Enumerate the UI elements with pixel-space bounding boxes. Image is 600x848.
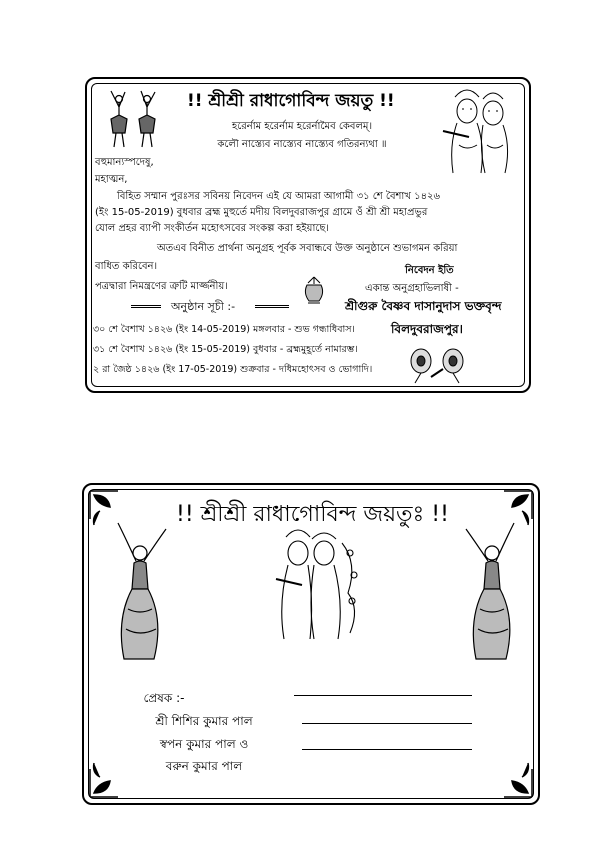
mantra-line-2: কলৌ নাস্ত্যেব নাস্ত্যেব নাস্ত্যেব গতিরন্যথা ॥ [217,139,387,150]
salutation-2: মহাত্মন, [95,174,128,185]
envelope-card [82,483,540,805]
address-line-2 [302,723,472,724]
dancer-right-illustration [456,519,526,669]
address-line-3 [302,749,472,750]
schedule-title: অনুষ্ঠান সূচী :- [171,300,236,313]
dancer-left-illustration [106,519,176,669]
invitation-card [85,77,531,393]
body-line-1: বিহিত সম্মান পুরঃসর সবিনয় নিবেদন এই যে আমরা আগামী ৩১ শে বৈশাখ ১৪২৬ [117,191,441,202]
sender-name-3: বরুন কুমার পাল [165,759,243,773]
kalash-icon [301,275,327,305]
divider-right [255,305,289,308]
mantra-line-1: হরের্নাম হরের্নাম হরের্নামৈব কেবলম্। [231,121,373,132]
schedule-item-3: ২ রা জৈষ্ঠ ১৪২৬ (ইং 17-05-2019) শুক্রবার - দধিমহোৎসব ও ভোগাদি। [93,364,373,375]
ekanta-text: একান্ত অনুগ্রহাভিলাষী - [365,283,459,294]
sender-name-1: শ্রী শিশির কুমার পাল [155,714,253,728]
address-line-1 [294,695,472,696]
dancers-illustration [101,85,167,151]
schedule-item-2: ৩১ শে বৈশাখ ১৪২৬ (ইং 15-05-2019) বুধবার - ব্রহ্মমুহূর্তে নামারম্ভ। [93,344,358,355]
radha-krishna-illustration [262,523,362,643]
apology-text: পত্রদ্বারা নিমন্ত্রণের ত্রুটি মার্জ্জনীয়। [95,281,228,292]
peacock-feather-icon [405,345,471,385]
card-title: !! শ্রীশ্রী রাধাগোবিন্দ জয়তুঃ !! [176,502,449,527]
card-title: !! শ্রীশ্রী রাধাগোবিন্দ জয়তু !! [187,91,395,111]
corner-ornament-icon [492,757,534,799]
sender-label: প্রেষক :- [143,691,185,705]
body-line-2: (ইং 15-05-2019) বুধবার ব্রহ্ম মুহুর্তে মদীয় বিলদুবরাজপুর গ্রামে ওঁ শ্রী শ্রী মহাপ্রভুর [95,207,428,218]
divider-left [131,305,161,308]
radha-krishna-illustration [439,85,521,177]
request-line-2: বাধিত করিবেন। [95,261,158,272]
request-line-1: অতএব বিনীত প্রার্থনা অনুগ্রহ পূর্বক সবান্ধবে উক্ত অনুষ্ঠানে শুভাগমন করিয়া [157,243,458,254]
place-text: বিলদুবরাজপুর। [391,322,463,336]
nibedan-text: নিবেদন ইতি [405,265,454,276]
sender-name-2: স্বপন কুমার পাল ও [159,737,249,751]
signatory-text: শ্রীগুরু বৈষ্ণব দাসানুদাস ভক্তবৃন্দ [345,299,502,313]
salutation-1: বহুমান্যস্পদেষু, [95,157,154,168]
schedule-item-1: ৩০ শে বৈশাখ ১৪২৬ (ইং 14-05-2019) মঙ্গলবার - শুভ গন্ধাধিবাস। [93,324,355,335]
body-line-3: যোল প্রহর ব্যাপী সংকীর্তন মহোৎসবের সংকল্প করা হইয়াছে। [95,223,329,234]
